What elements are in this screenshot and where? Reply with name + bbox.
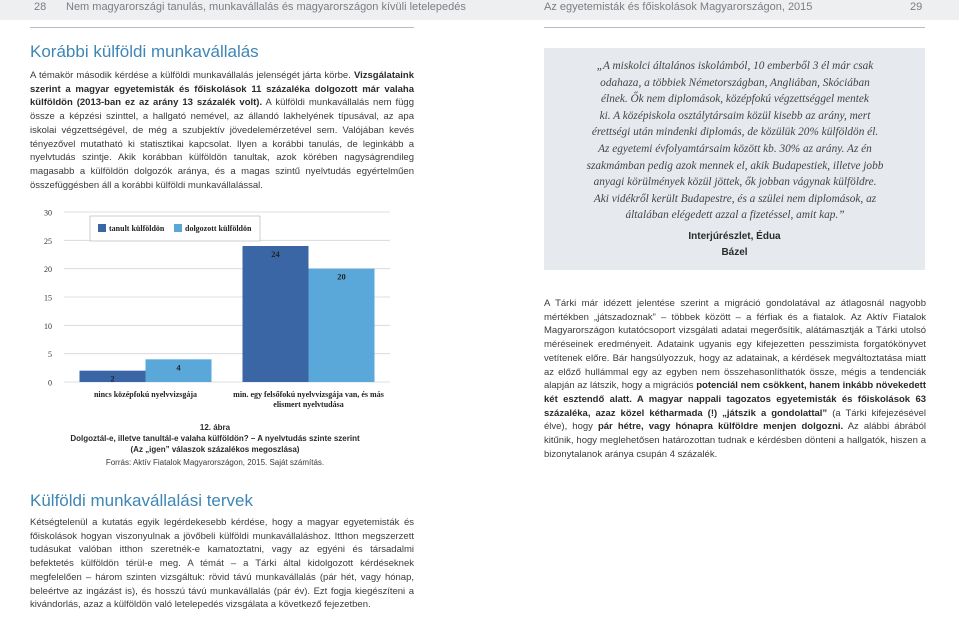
y-tick-label: 30 [44, 208, 52, 218]
legend-swatch [98, 224, 106, 232]
chart-legend [90, 216, 260, 241]
bar-value-label: 20 [337, 271, 346, 282]
y-tick-label: 0 [48, 378, 52, 388]
bar [243, 246, 309, 382]
figure-title: Dolgoztál-e, illetve tanultál-e valaha külföldön? – A nyelvtudás szinte szerint [70, 434, 360, 443]
quote-line: érettségi után mindenki diplomás, de közülük 20% külföldön él. [591, 126, 879, 139]
section-paragraph-previous-work: A témakör második kérdése a külföldi munkavállalás jelenségét járta körbe. Vizsgálataink szerint a magyar egyetemisták és főiskolások 11 százaléka dolgozott már valaha külföldön (2013-ban ez az arány 13 százalék volt). A külföldi munkavállalás nem függ össze a képzési szinttel, a hallgató nemével, az állandó lakhelyének típusával, az apa iskolai végzettségével, de még a szubjektív jövedelemérzetével sem. Valójában kevés tényezővel mutatható ki statisztikai kapcsolat. Ilyen a korábbi tanulás, de leginkább a nyelvtudás szintje. Akik korábban külföldön tanultak, azok körében nagyságrendileg magasabb a külföldön dolgozók aránya, és a magas szintű nyelvtudás egyértelműen összefüggésben áll a korábbi külföldi munkavállalással. [30, 70, 414, 191]
quote-line: odahaza, a többiek Németországban, Angliában, Skóciában [600, 76, 870, 89]
left-running-title: Nem magyarországi tanulás, munkavállalás és magyarországon kívüli letelepedés [66, 1, 466, 13]
bar-value-label: 4 [176, 362, 181, 373]
quote-line: élnek. Ők nem diplomások, középfokú végzettséggel mentek [601, 93, 869, 106]
x-axis-label: nincs középfokú nyelvvizsgája [93, 390, 198, 399]
quote-line: Aki vidékről került Budapestre, és a szülei nem diplomások, az [593, 192, 877, 205]
interview-quote [565, 58, 905, 224]
right-paragraph: A Tárki már idézett jelentése szerint a migráció gondolatával az átlagosnál nagyobb mértékben „játszadoznak” – többek között – a férfiak és a fiatalok. Az Aktív Fiatalok Magyarországon kutatócsoport vizsgálati adatai megerősítik, alátámasztják a Tárki utolsó méréseinek eredményeit. Adataink ugyanis egy kifejezetten pesszimista forgatókönyvet vetítenek előre. Bár hangsúlyozzuk, hogy az adatainak, a kérdések megváltoztatása miatt az előző hullámmal egy az egyben nem összehasonlíthatók össze, mégis a tendenciák alapján az látszik, hogy a migrációs potenciál nem csökkent, hanem inkább növekedett két esztendő alatt. A magyar nappali tagozatos egyetemisták és főiskolások 63 százaléka, azaz közel kétharmada (!) „játszik a gondolattal” (a Tárki kifejezésével élve), hogy pár hétre, vagy hónapra külföldre menjen dolgozni. Az alábbi ábrából kitűnik, hogy meglehetősen határozottan tudnak e kérdésben dönteni a hallgatók, hiszen a bizonytalanok aránya csupán 4 százalék. [544, 298, 927, 460]
quote-line: anyagi körülmények közül jöttek, ők jobban vágynak külföldre. [593, 176, 877, 189]
quote-line: Az egyetemi évfolyamtársaim között kb. 30% az arány. Az én [598, 142, 872, 155]
right-page-number: 29 [910, 1, 923, 13]
bar-value-label: 24 [271, 249, 280, 259]
figure-number: 12. ábra [199, 423, 231, 432]
left-header-rule [30, 27, 414, 28]
x-axis-label: min. egy felsőfokú nyelvvizsgája van, és más [233, 390, 384, 399]
x-axis-label: elismert nyelvtudása [273, 400, 344, 409]
section-paragraph-future-work: Kétségtelenül a kutatás egyik legérdekesebb kérdése, hogy a magyar egyetemisták és főiskolások hogyan viszonyulnak a jövőbeli külföldi munkavállaláshoz. Itthon megszerzett tudásukat valóban itthon szeretnék-e kamatoztatni, vagy az egyéni és társadalmi befektetés külföldön térül-e meg. A témát – a Tárki által kidolgozott kérdéseknek megfelelően – három szinten vizsgáltuk: rövid távú munkavállalás (pár hét, vagy hónap, beleértve az ingázást is), és hosszú távú munkavállalás (pár év). Ezt fogja kiegészíteni a kivándorlás, azaz a külföldön való letelepedés vizsgálata a következő fejezetben. [30, 517, 414, 611]
quote-source: Interjúrészlet, Édua [688, 231, 781, 242]
quote-line: ki. A középiskola osztálytársaim közül kisebb az arány, mert [599, 109, 871, 122]
section-title-previous-work: Korábbi külföldi munkavállalás [30, 42, 259, 61]
quote-location: Bázel [721, 247, 748, 258]
legend-label: tanult külföldön [109, 224, 165, 233]
bars [80, 246, 375, 382]
quote-line: általában elégedett azzal a fizetéssel, amit kap.” [625, 209, 845, 222]
y-tick-label: 5 [48, 350, 52, 360]
x-axis-labels [94, 390, 384, 409]
legend-label: dolgozott külföldön [185, 224, 252, 233]
legend-swatch [174, 224, 182, 232]
quote-line: szakmámban pedig azok mennek el, akik Budapestiek, illetve jobb [586, 159, 884, 172]
y-tick-label: 25 [44, 236, 52, 246]
bar-value-label: 2 [110, 373, 115, 384]
y-tick-label: 10 [44, 321, 52, 331]
bar [309, 269, 375, 382]
figure-subtitle: (Az „igen” válaszok százalékos megoszlása) [130, 445, 300, 454]
bar-chart [30, 202, 400, 420]
quote-line: „A miskolci általános iskolámból, 10 emberből 3 él már csak [596, 60, 874, 72]
figure-source: Forrás: Aktív Fiatalok Magyarországon, 2015. Saját számítás. [105, 458, 325, 467]
right-header-rule [544, 27, 925, 28]
right-running-title: Az egyetemisták és főiskolások Magyarországon, 2015 [544, 1, 813, 13]
y-tick-label: 15 [44, 293, 52, 303]
section-title-future-work: Külföldi munkavállalási tervek [30, 491, 253, 510]
y-axis-ticks [44, 209, 52, 388]
left-page-number: 28 [34, 1, 47, 13]
y-tick-label: 20 [44, 265, 52, 275]
